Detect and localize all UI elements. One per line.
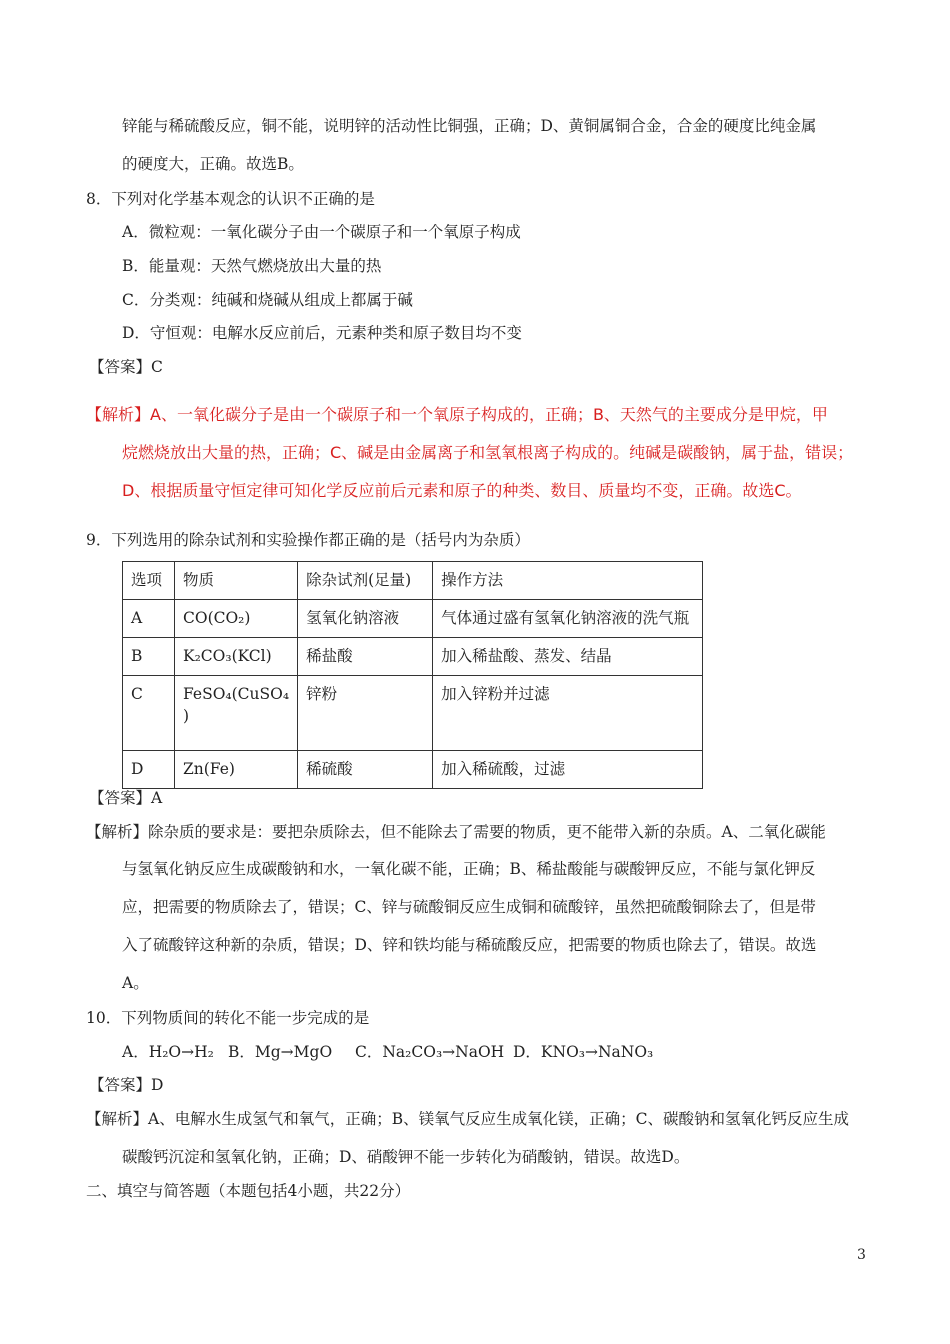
cell-reagent: 氢氧化钠溶液 — [298, 600, 433, 638]
impurity-removal-table — [122, 561, 703, 789]
q9-answer: 【答案】A — [89, 789, 163, 807]
table-row — [123, 751, 703, 789]
q9-stem: 9．下列选用的除杂试剂和实验操作都正确的是（括号内为杂质） — [86, 531, 530, 549]
q8-analysis-line-1: 【解析】A、一氧化碳分子是由一个碳原子和一个氧原子构成的，正确；B、天然气的主要成分是甲烷，甲 — [86, 405, 828, 424]
header-operation: 操作方法 — [433, 562, 703, 600]
section-heading: 二、填空与简答题（本题包括4小题，共22分） — [86, 1182, 411, 1200]
header-reagent: 除杂试剂(足量) — [298, 562, 433, 600]
table-row — [123, 600, 703, 638]
cell-substance — [175, 676, 298, 751]
cell-substance-wrap: ) — [183, 707, 190, 725]
q10-option-b: B．Mg→MgO — [228, 1043, 333, 1061]
cell-reagent: 稀硫酸 — [298, 751, 433, 789]
intro-line-2: 的硬度大，正确。故选B。 — [122, 155, 304, 173]
cell-operation: 加入稀盐酸、蒸发、结晶 — [433, 638, 703, 676]
cell-operation: 加入稀硫酸，过滤 — [433, 751, 703, 789]
cell-option: B — [123, 638, 175, 676]
cell-substance-text: FeSO₄(CuSO₄ — [183, 685, 290, 703]
cell-substance: CO(CO₂) — [175, 600, 298, 638]
q8-analysis-line-3: D、根据质量守恒定律可知化学反应前后元素和原子的种类、数目、质量均不变，正确。故选C。 — [122, 481, 802, 500]
page-number: 3 — [857, 1247, 866, 1263]
header-substance: 物质 — [175, 562, 298, 600]
q9-analysis-line-4: 入了硫酸锌这种新的杂质，错误；D、锌和铁均能与稀硫酸反应，把需要的物质也除去了，错误。故选 — [122, 936, 817, 954]
cell-substance: Zn(Fe) — [175, 751, 298, 789]
q8-option-b: B．能量观：天然气燃烧放出大量的热 — [122, 257, 382, 275]
q9-analysis-line-5: A。 — [122, 974, 149, 992]
q10-option-c: C．Na₂CO₃→NaOH — [355, 1043, 505, 1061]
q9-analysis-line-1: 【解析】除杂质的要求是：要把杂质除去，但不能除去了需要的物质，更不能带入新的杂质。A、二氧化碳能 — [86, 823, 826, 841]
intro-line-1: 锌能与稀硫酸反应，铜不能，说明锌的活动性比铜强，正确；D、黄铜属铜合金，合金的硬度比纯金属 — [122, 117, 817, 135]
cell-option: C — [123, 676, 175, 751]
cell-reagent: 锌粉 — [298, 676, 433, 751]
q9-analysis-line-3: 应，把需要的物质除去了，错误；C、锌与硫酸铜反应生成铜和硫酸锌，虽然把硫酸铜除去了，但是带 — [122, 898, 816, 916]
header-option: 选项 — [123, 562, 175, 600]
q8-option-c: C．分类观：纯碱和烧碱从组成上都属于碱 — [122, 291, 413, 309]
q8-option-d: D．守恒观：电解水反应前后，元素种类和原子数目均不变 — [122, 324, 522, 342]
q10-analysis-line-1: 【解析】A、电解水生成氢气和氧气，正确；B、镁氧气反应生成氧化镁，正确；C、碳酸钠和氢氧化钙反应生成 — [86, 1110, 849, 1128]
table-row — [123, 638, 703, 676]
q10-option-d: D．KNO₃→NaNO₃ — [513, 1043, 654, 1061]
table-row — [123, 676, 703, 751]
table-header-row — [123, 562, 703, 600]
cell-operation: 加入锌粉并过滤 — [433, 676, 703, 751]
cell-option: A — [123, 600, 175, 638]
q8-option-a: A．微粒观：一氧化碳分子由一个碳原子和一个氧原子构成 — [122, 223, 521, 241]
q8-answer: 【答案】C — [89, 358, 163, 376]
q10-stem: 10．下列物质间的转化不能一步完成的是 — [86, 1009, 370, 1027]
cell-operation: 气体通过盛有氢氧化钠溶液的洗气瓶 — [433, 600, 703, 638]
q9-analysis-line-2: 与氢氧化钠反应生成碳酸钠和水，一氧化碳不能，正确；B、稀盐酸能与碳酸钾反应，不能与氯化钾反 — [122, 860, 816, 878]
q8-stem: 8．下列对化学基本观念的认识不正确的是 — [86, 190, 375, 208]
cell-substance: K₂CO₃(KCl) — [175, 638, 298, 676]
cell-option: D — [123, 751, 175, 789]
q8-analysis-line-2: 烷燃烧放出大量的热，正确；C、碱是由金属离子和氢氧根离子构成的。纯碱是碳酸钠，属于盐，错误； — [122, 443, 854, 462]
q10-analysis-line-2: 碳酸钙沉淀和氢氧化钠，正确；D、硝酸钾不能一步转化为硝酸钠，错误。故选D。 — [122, 1148, 690, 1166]
q10-answer: 【答案】D — [89, 1076, 164, 1094]
q10-option-a: A．H₂O→H₂ — [122, 1043, 214, 1061]
cell-reagent: 稀盐酸 — [298, 638, 433, 676]
